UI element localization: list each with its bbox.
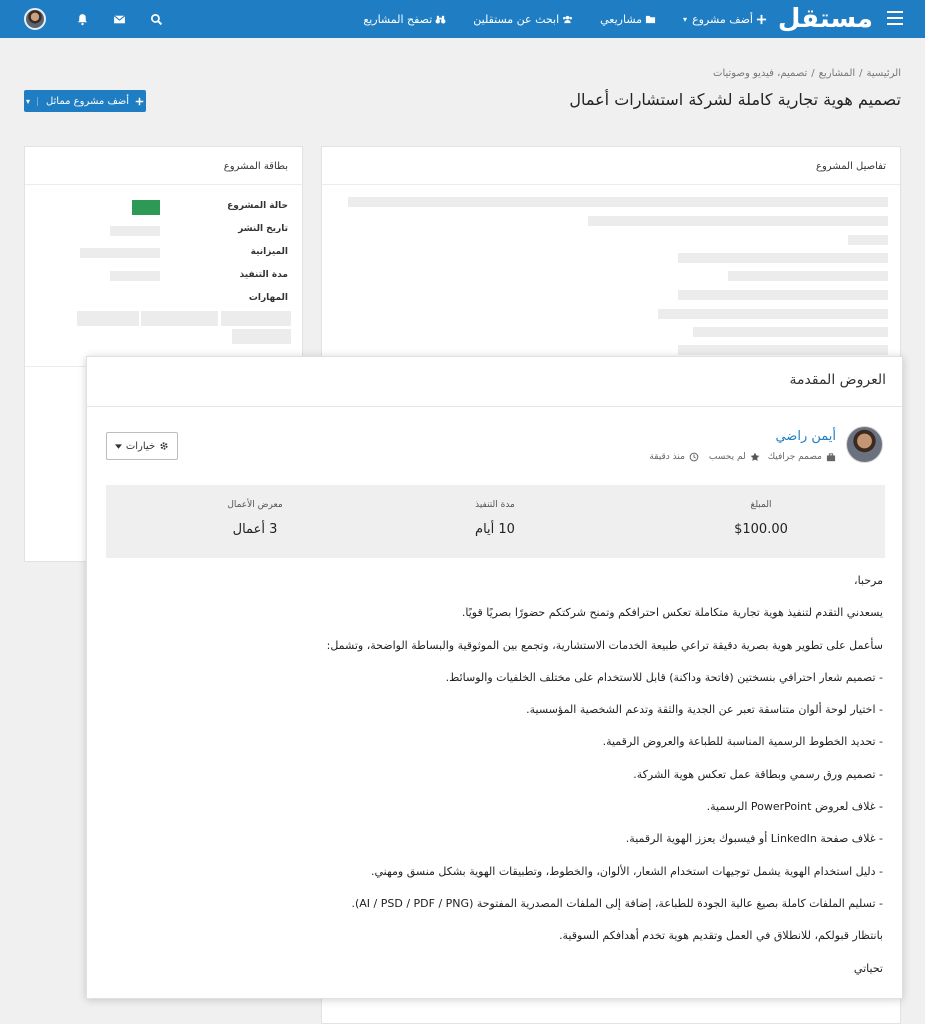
briefcase-icon	[826, 453, 836, 462]
skill-chip	[232, 329, 291, 344]
breadcrumb: الرئيسية/المشاريع/تصميم، فيديو وصوتيات	[713, 68, 901, 79]
gear-icon	[159, 441, 169, 451]
bid-line: - اختيار لوحة ألوان متناسقة تعبر عن الجدية والثقة وتدعم الشخصية المؤسسية.	[526, 703, 883, 717]
plus-icon	[135, 97, 144, 106]
star-icon	[750, 452, 760, 462]
stat-amount-label: المبلغ	[750, 500, 772, 510]
breadcrumb-projects[interactable]: المشاريع	[818, 68, 856, 79]
my-projects-label: مشاريعي	[600, 12, 643, 26]
skeleton-value	[110, 226, 160, 236]
stat-portfolio	[155, 485, 355, 537]
stat-duration-label: مدة التنفيذ	[475, 500, 515, 510]
add-project-link[interactable]	[683, 13, 767, 26]
stat-amount	[661, 485, 861, 537]
skeleton-line	[678, 253, 888, 263]
bidder-role: مصمم جرافيك	[767, 452, 822, 462]
bid-line: - تحديد الخطوط الرسمية المناسبة للطباعة والعروض الرقمية.	[602, 735, 883, 749]
chevron-down-icon	[115, 444, 122, 449]
options-label: خيارات	[125, 440, 156, 452]
options-dropdown-button[interactable]	[106, 432, 178, 460]
users-icon	[562, 14, 573, 25]
skeleton-line	[348, 197, 888, 207]
nav-links	[336, 0, 767, 38]
bid-line: - غلاف لعروض PowerPoint الرسمية.	[706, 800, 883, 814]
stat-amount-value: $100.00	[734, 522, 788, 537]
user-avatar[interactable]	[24, 8, 46, 30]
browse-projects-label: تصفح المشاريع	[363, 12, 433, 26]
add-project-label: أضف مشروع	[692, 12, 753, 26]
skeleton-line	[848, 235, 888, 245]
menu-icon[interactable]	[887, 11, 903, 25]
meta-duration-label: مدة التنفيذ	[239, 270, 288, 280]
skeleton-line	[658, 309, 888, 319]
binoculars-icon	[435, 14, 446, 25]
meta-date-label: تاريخ النشر	[238, 224, 288, 234]
top-navbar	[0, 0, 925, 38]
status-badge	[132, 200, 160, 215]
breadcrumb-category[interactable]: تصميم، فيديو وصوتيات	[713, 68, 808, 79]
site-logo[interactable]: مستقل	[777, 4, 873, 34]
add-similar-project-label: أضف مشروع مماثل	[45, 95, 130, 107]
bidder-meta	[649, 452, 836, 462]
nav-user-tools	[24, 0, 187, 38]
plus-icon	[756, 14, 767, 25]
bid-stats	[106, 485, 885, 558]
bid-line: سأعمل على تطوير هوية بصرية دقيقة تراعي طبيعة الخدمات الاستشارية، وتجمع بين الموثوقية والبساطة الواضحة، وتشمل:	[326, 638, 883, 652]
stat-portfolio-value: 3 أعمال	[232, 522, 278, 537]
bid-line: - تسليم الملفات كاملة بصيغ عالية الجودة للطباعة، إضافة إلى الملفات المصدرية المفتوحة (AI / PSD / PDF / PNG).	[351, 896, 883, 910]
envelope-icon[interactable]	[113, 13, 126, 26]
bid-line: - تصميم ورق رسمي وبطاقة عمل تعكس هوية الشركة.	[633, 767, 883, 781]
bid-line: تحياتي	[853, 961, 883, 975]
bid-line: يسعدني التقدم لتنفيذ هوية تجارية متكاملة تعكس احترافكم وتمنح شركتكم حضورًا بصريًا قويًا.	[461, 606, 883, 620]
bid-line: - دليل استخدام الهوية يشمل توجيهات استخدام الشعار، الألوان، والخطوط، وتطبيقات الهوية بشكل منسق ومهني.	[370, 864, 883, 878]
stat-portfolio-label: معرض الأعمال	[227, 500, 283, 510]
chevron-down-icon[interactable]: ▾	[26, 97, 38, 106]
meta-status-label: حالة المشروع	[227, 201, 288, 211]
folder-icon	[645, 14, 656, 25]
bid-line: مرحبا،	[854, 574, 883, 587]
offers-title: العروض المقدمة	[87, 357, 902, 407]
skeleton-value	[80, 248, 160, 258]
bidder-name-link[interactable]: أيمن راضي	[775, 429, 836, 444]
meta-skills-label: المهارات	[248, 293, 288, 303]
find-freelancers-label: ابحث عن مستقلين	[473, 12, 560, 26]
bidder-avatar[interactable]	[846, 426, 883, 463]
skeleton-value	[110, 271, 160, 281]
search-icon[interactable]	[150, 13, 163, 26]
clock-icon	[689, 452, 699, 462]
skill-chip	[77, 311, 139, 326]
stat-duration	[395, 485, 595, 537]
skill-chip	[221, 311, 291, 326]
my-projects-link[interactable]	[600, 13, 656, 26]
add-similar-project-button[interactable]	[24, 90, 146, 112]
bid-line: بانتظار قبولكم، للانطلاق في العمل وتقديم هوية تخدم أهدافكم السوقية.	[559, 929, 883, 943]
meta-budget-label: الميزانية	[250, 247, 288, 257]
find-freelancers-link[interactable]	[473, 13, 573, 26]
bidder-rating: لم يحسب	[708, 452, 746, 462]
skeleton-line	[678, 345, 888, 355]
bid-line: - غلاف صفحة LinkedIn أو فيسبوك يعزز الهوية الرقمية.	[625, 832, 883, 846]
offers-panel	[86, 356, 903, 999]
project-meta-title: بطاقة المشروع	[25, 147, 302, 185]
bid-time: منذ دقيقة	[649, 452, 685, 462]
skill-chip	[141, 311, 218, 326]
skeleton-line	[728, 271, 888, 281]
chevron-down-icon: ▾	[683, 14, 688, 24]
skeleton-line	[678, 290, 888, 300]
browse-projects-link[interactable]	[363, 13, 446, 26]
bid-line: - تصميم شعار احترافي بنسختين (فاتحة وداكنة) قابل للاستخدام على مختلف الخلفيات والوسائط.	[445, 670, 883, 684]
bid-message	[123, 565, 883, 985]
page-title: تصميم هوية تجارية كاملة لشركة استشارات أعمال	[569, 90, 901, 109]
stat-duration-value: 10 أيام	[475, 522, 515, 537]
project-details-title: تفاصيل المشروع	[322, 147, 900, 185]
skeleton-line	[588, 216, 888, 226]
breadcrumb-home[interactable]: الرئيسية	[866, 68, 901, 79]
bell-icon[interactable]	[76, 13, 89, 26]
skeleton-line	[693, 327, 888, 337]
